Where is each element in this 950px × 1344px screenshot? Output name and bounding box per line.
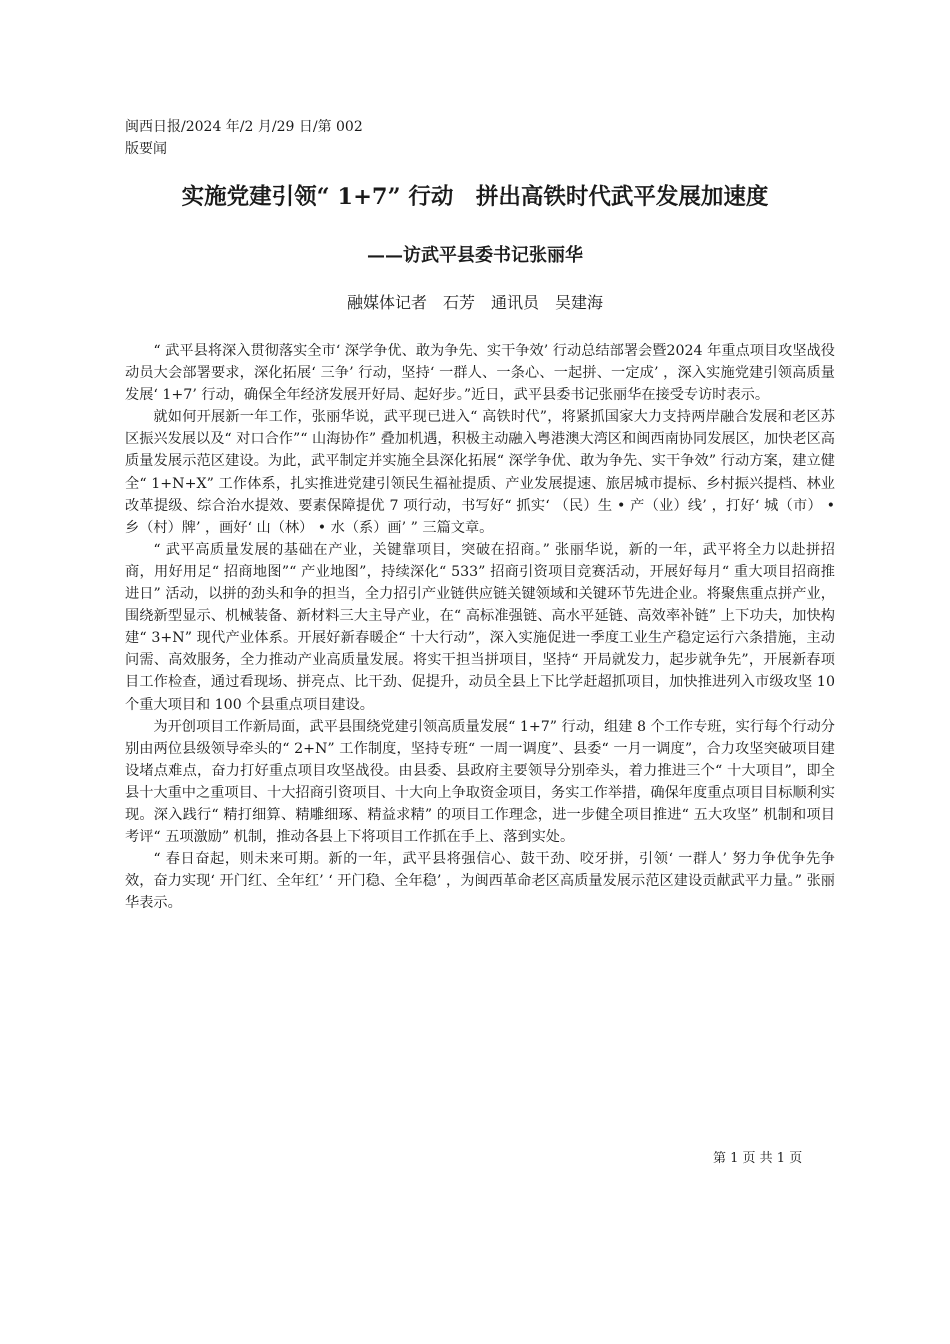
page-indicator: 第 1 页 共 1 页 (713, 1151, 803, 1166)
article-title: 实施党建引领“ 1+7” 行动 拼出高铁时代武平发展加速度 (181, 184, 769, 210)
article-body (125, 340, 835, 914)
paragraph: “ 武平县将深入贯彻落实全市‘ 深学争优、敢为争先、实干争效’ 行动总结部署会暨2024 年重点项目攻坚战役动员大会部署要求，深化拓展‘ 三争’ 行动，坚持‘ 一群人、一条心、一起拼、一定成’ ，深入实施党建引领高质量发展‘ 1+7’ 行动，确保全年经济发展开好局、起好步。”近日，武平县委书记张丽华在接受专访时表示。 (125, 343, 835, 404)
paragraph: 为开创项目工作新局面，武平县围绕党建引领高质量发展“ 1+7” 行动，组建 8 个工作专班，实行每个行动分别由两位县级领导牵头的“ 2+N” 工作制度，坚持专班“ 一周一调度”、县委“ 一月一调度”，合力攻坚突破项目建设堵点难点，奋力打好重点项目攻坚战役。由县委、县政府主要领导分别牵头，着力推进三个“ 十大项目”，即全县十大重中之重项目、十大招商引资项目、十大向上争取资金项目，务实工作举措，确保年度重点项目目标顺利实现。深入践行“ 精打细算、精雕细琢、精益求精” 的项目工作理念，进一步健全项目推进“ 五大攻坚” 机制和项目考评“ 五项激励” 机制，推动各县上下将项目工作抓在手上、落到实处。 (125, 718, 835, 846)
byline-correspondent-role: 通讯员 (491, 293, 540, 312)
paragraph: 就如何开展新一年工作，张丽华说，武平现已进入“ 高铁时代”，将紧抓国家大力支持两岸融合发展和老区苏区振兴发展以及“ 对口合作”“ 山海协作” 叠加机遇，积极主动融入粤港澳大湾区和闽西南协同发展区，加快老区高质量发展示范区建设。为此，武平制定并实施全县深化拓展“ 深学争优、敢为争先、实干争效” 行动方案，建立健全“ 1+N+X” 工作体系，扎实推进党建引领民生福祉提质、产业发展提速、旅居城市提标、乡村振兴提档、林业改革提级、综合治水提效、要素保障提优 7 项行动，书写好“ 抓实‘ （民）生 • 产（业）线’ ，打好‘ 城（市） • 乡（村）牌’ ，画好‘ 山（林） • 水（系）画’ ” 三篇文章。 (125, 409, 835, 536)
paragraph: “ 春日奋起，则未来可期。新的一年，武平县将强信心、鼓干劲、咬牙拼，引领‘ 一群人’ 努力争优争先争效，奋力实现‘ 开门红、全年红’ ‘ 开门稳、全年稳’ ，为闽西革命老区高质量发展示范区建设贡献武平力量。” 张丽华表示。 (125, 851, 835, 912)
byline (0, 290, 950, 316)
source-line: 闽西日报/2024 年/2 月/29 日/第 002 (125, 119, 363, 135)
source-meta (125, 116, 363, 160)
byline-reporter-role: 融媒体记者 (346, 293, 427, 312)
byline-correspondent-name: 吴建海 (555, 293, 604, 312)
paragraph: “ 武平高质量发展的基础在产业，关键靠项目，突破在招商。” 张丽华说，新的一年，武平将全力以赴拼招商，用好用足“ 招商地图”“ 产业地图”，持续深化“ 533” 招商引资项目竞赛活动，开展好每月“ 重大项目招商推进日” 活动，以拼的劲头和争的担当，全力招引产业链供应链关键领域和关键环节先进企业。将聚焦重点拼产业，围绕新型显示、机械装备、新材料三大主导产业，在“ 高标准强链、高水平延链、高效率补链” 上下功夫，加快构建“ 3+N” 现代产业体系。开展好新春暖企“ 十大行动”，深入实施促进一季度工业生产稳定运行六条措施，主动问需、高效服务，全力推动产业高质量发展。将实干担当拼项目，坚持“ 开局就发力，起步就争先”，开展新春项目工作检查，通过看现场、拼亮点、比干劲、促提升，动员全县上下比学赶超抓项目，加快推进列入市级攻坚 10 个重大项目和 100 个县重点项目建设。 (125, 541, 835, 713)
section-label: 版要闻 (125, 141, 167, 157)
byline-reporter-name: 石芳 (442, 293, 475, 312)
article-subtitle: ——访武平县委书记张丽华 (367, 245, 583, 266)
